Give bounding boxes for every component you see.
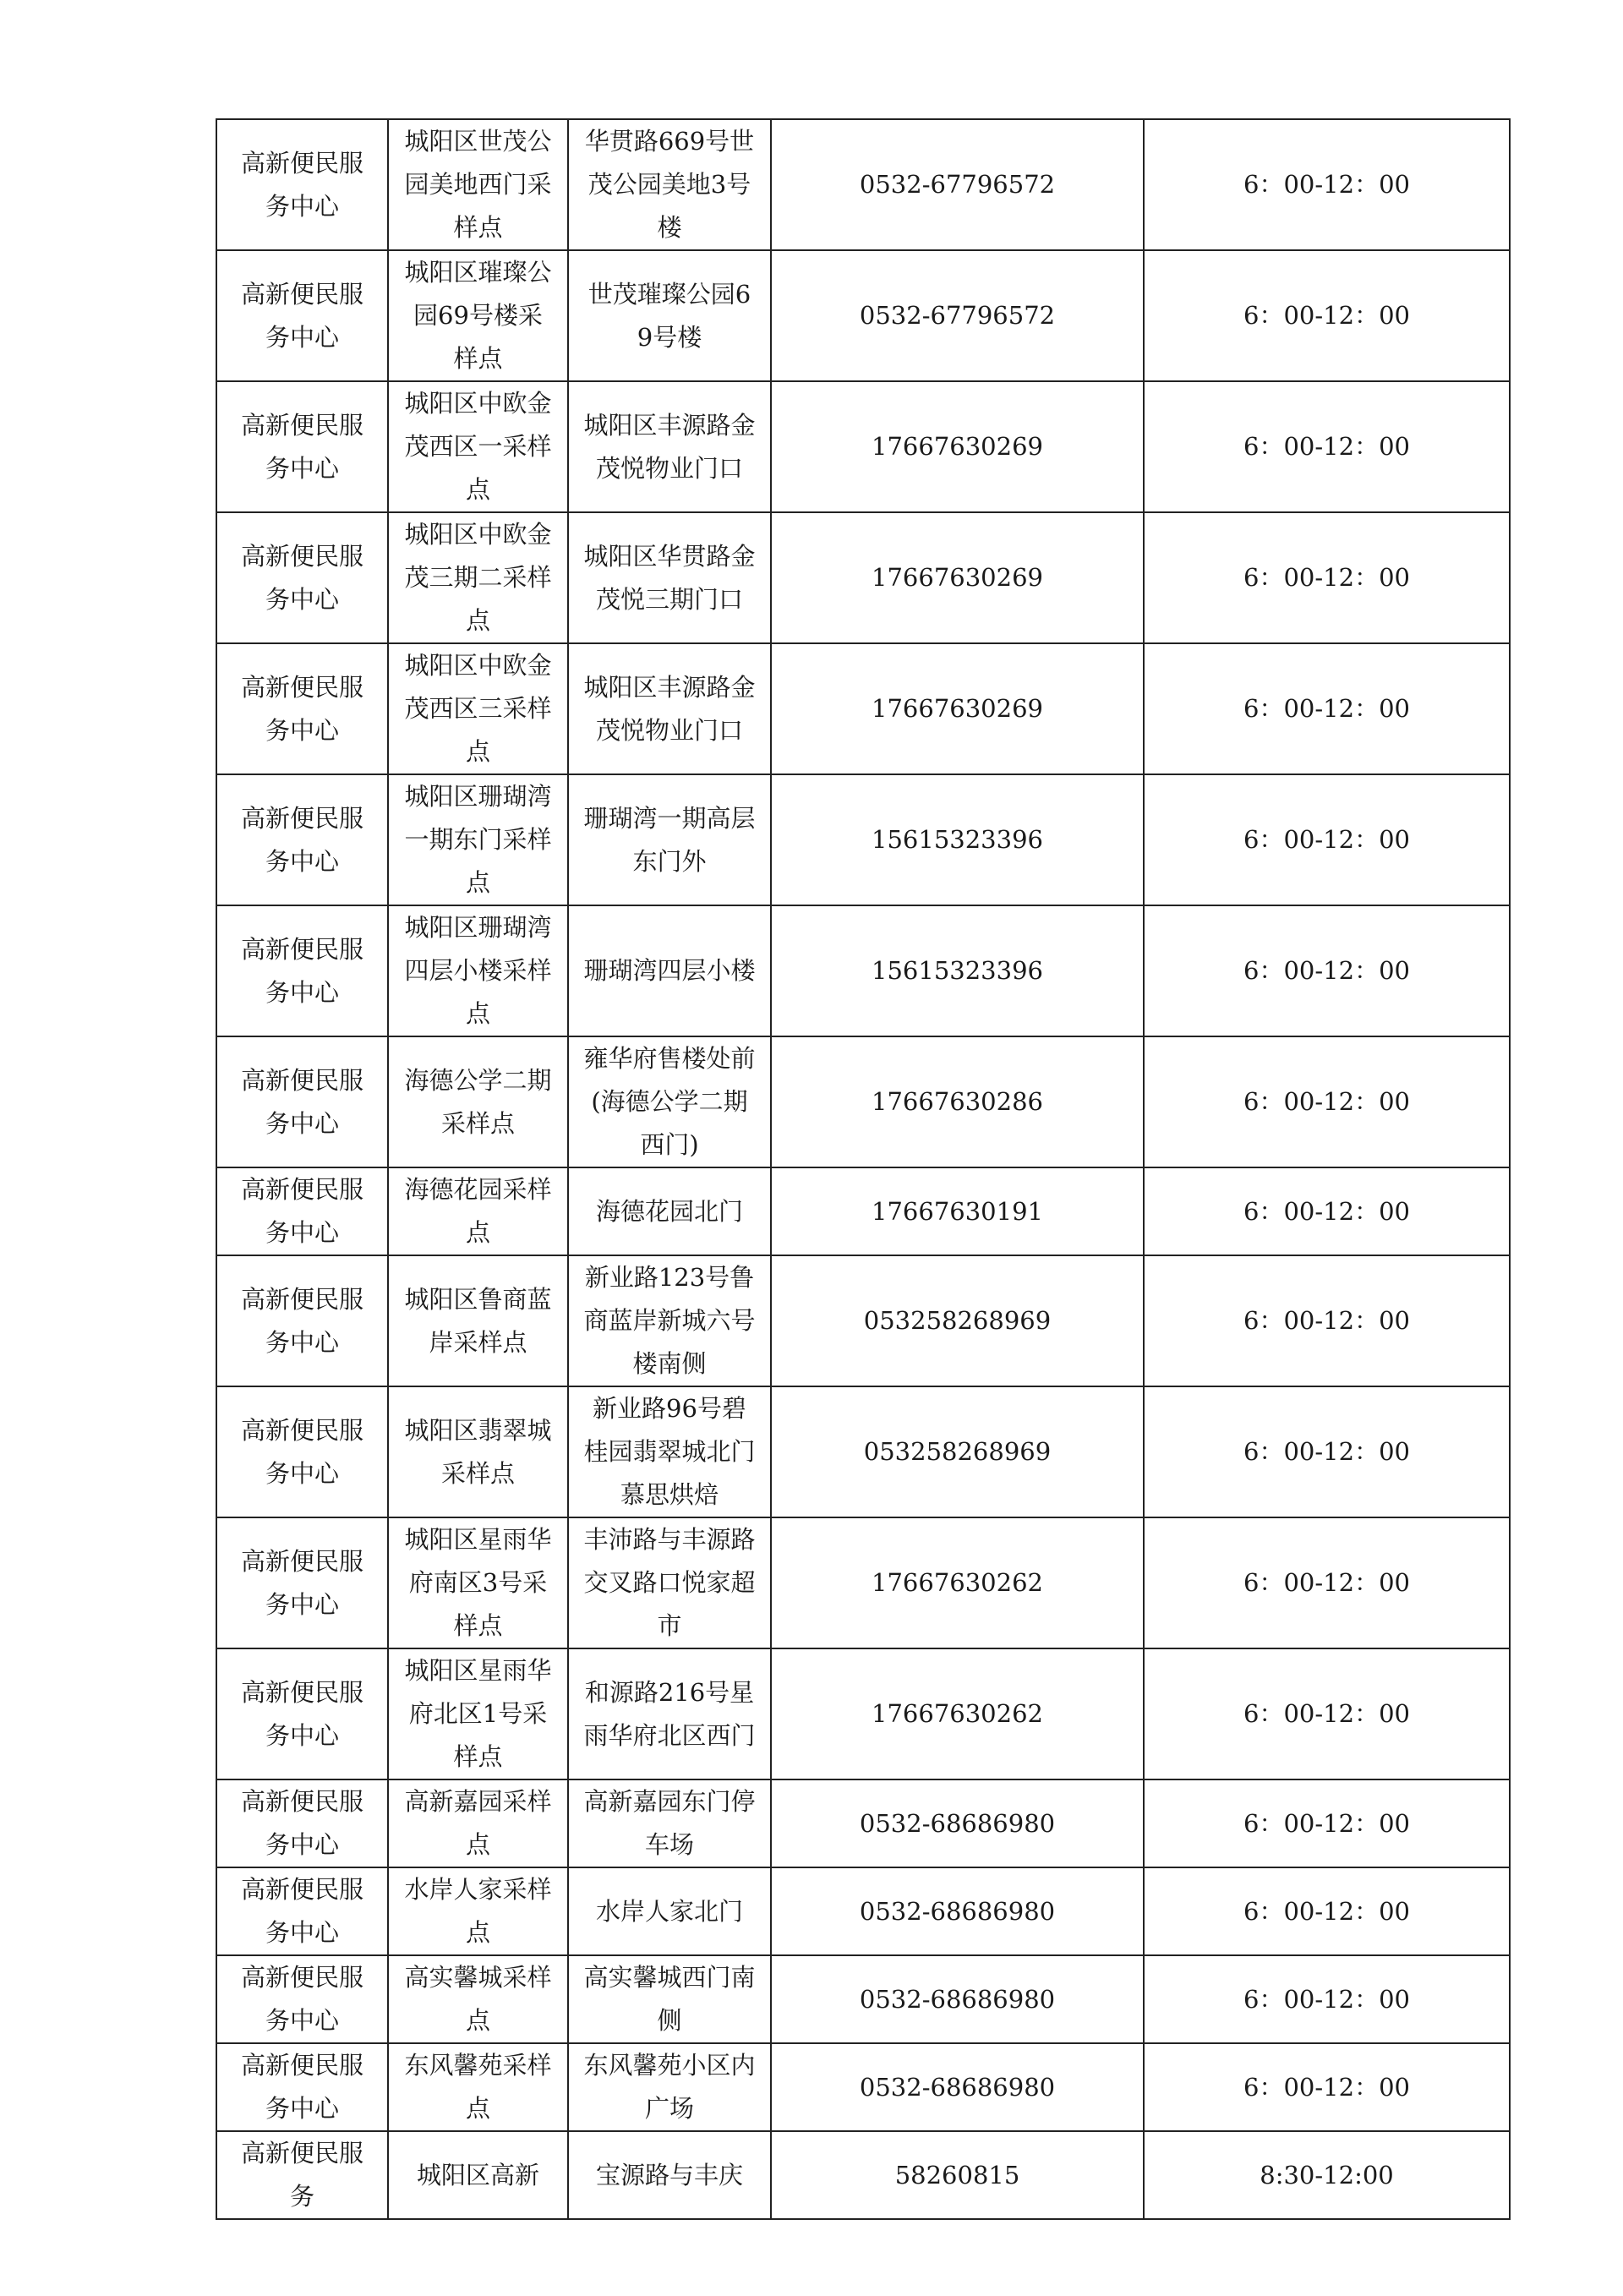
sampling-site-cell: 城阳区世茂公园美地西门采样点 [388, 119, 568, 250]
sampling-site-cell: 海德公学二期采样点 [388, 1036, 568, 1167]
address-cell: 华贯路669号世茂公园美地3号楼 [568, 119, 771, 250]
address-cell: 高新嘉园东门停车场 [568, 1779, 771, 1867]
service-center-cell: 高新便民服务中心 [216, 119, 388, 250]
hours-cell: 6：00-12：00 [1144, 1648, 1510, 1779]
service-center-cell: 高新便民服务中心 [216, 1255, 388, 1386]
table-row [216, 1955, 1510, 2043]
hours-cell: 6：00-12：00 [1144, 381, 1510, 512]
hours-cell: 6：00-12：00 [1144, 512, 1510, 643]
phone-cell: 0532-67796572 [771, 250, 1144, 381]
service-center-cell: 高新便民服务中心 [216, 905, 388, 1036]
table-row [216, 1167, 1510, 1255]
table-row [216, 2043, 1510, 2131]
address-cell: 珊瑚湾四层小楼 [568, 905, 771, 1036]
table-row [216, 1255, 1510, 1386]
hours-cell: 6：00-12：00 [1144, 1167, 1510, 1255]
service-center-cell: 高新便民服务中心 [216, 1648, 388, 1779]
sampling-site-cell: 城阳区珊瑚湾四层小楼采样点 [388, 905, 568, 1036]
phone-cell: 17667630262 [771, 1648, 1144, 1779]
service-center-cell: 高新便民服务中心 [216, 1036, 388, 1167]
phone-cell: 17667630286 [771, 1036, 1144, 1167]
table-row [216, 1386, 1510, 1517]
table-row [216, 250, 1510, 381]
table-row [216, 1867, 1510, 1955]
hours-cell: 6：00-12：00 [1144, 643, 1510, 774]
address-cell: 丰沛路与丰源路交叉路口悦家超市 [568, 1517, 771, 1648]
table-row [216, 905, 1510, 1036]
hours-cell: 8:30-12:00 [1144, 2131, 1510, 2219]
sampling-site-cell: 海德花园采样点 [388, 1167, 568, 1255]
sampling-site-cell: 高新嘉园采样点 [388, 1779, 568, 1867]
address-cell: 城阳区华贯路金茂悦三期门口 [568, 512, 771, 643]
sampling-site-cell: 城阳区中欧金茂西区三采样点 [388, 643, 568, 774]
sampling-site-cell: 城阳区中欧金茂三期二采样点 [388, 512, 568, 643]
hours-cell: 6：00-12：00 [1144, 1036, 1510, 1167]
address-cell: 海德花园北门 [568, 1167, 771, 1255]
hours-cell: 6：00-12：00 [1144, 1867, 1510, 1955]
phone-cell: 17667630191 [771, 1167, 1144, 1255]
sampling-site-cell: 高实馨城采样点 [388, 1955, 568, 2043]
hours-cell: 6：00-12：00 [1144, 1779, 1510, 1867]
hours-cell: 6：00-12：00 [1144, 1386, 1510, 1517]
table-row [216, 1517, 1510, 1648]
hours-cell: 6：00-12：00 [1144, 1955, 1510, 2043]
sampling-site-cell: 东风馨苑采样点 [388, 2043, 568, 2131]
phone-cell: 17667630269 [771, 512, 1144, 643]
address-cell: 东风馨苑小区内广场 [568, 2043, 771, 2131]
service-center-cell: 高新便民服务中心 [216, 250, 388, 381]
table-row [216, 1036, 1510, 1167]
address-cell: 城阳区丰源路金茂悦物业门口 [568, 643, 771, 774]
table-row [216, 512, 1510, 643]
sampling-site-cell: 城阳区珊瑚湾一期东门采样点 [388, 774, 568, 905]
phone-cell: 0532-68686980 [771, 1867, 1144, 1955]
hours-cell: 6：00-12：00 [1144, 250, 1510, 381]
address-cell: 和源路216号星雨华府北区西门 [568, 1648, 771, 1779]
phone-cell: 0532-68686980 [771, 1955, 1144, 2043]
sampling-site-cell: 水岸人家采样点 [388, 1867, 568, 1955]
hours-cell: 6：00-12：00 [1144, 2043, 1510, 2131]
service-center-cell: 高新便民服务中心 [216, 643, 388, 774]
phone-cell: 58260815 [771, 2131, 1144, 2219]
phone-cell: 053258268969 [771, 1255, 1144, 1386]
service-center-cell: 高新便民服务中心 [216, 381, 388, 512]
service-center-cell: 高新便民服务中心 [216, 774, 388, 905]
sampling-site-cell: 城阳区翡翠城采样点 [388, 1386, 568, 1517]
service-center-cell: 高新便民服务中心 [216, 1386, 388, 1517]
address-cell: 城阳区丰源路金茂悦物业门口 [568, 381, 771, 512]
address-cell: 新业路96号碧桂园翡翠城北门慕思烘焙 [568, 1386, 771, 1517]
table-row [216, 381, 1510, 512]
table-row [216, 1779, 1510, 1867]
phone-cell: 15615323396 [771, 905, 1144, 1036]
hours-cell: 6：00-12：00 [1144, 774, 1510, 905]
phone-cell: 0532-68686980 [771, 2043, 1144, 2131]
hours-cell: 6：00-12：00 [1144, 905, 1510, 1036]
sampling-sites-table [216, 118, 1511, 2220]
hours-cell: 6：00-12：00 [1144, 1255, 1510, 1386]
phone-cell: 0532-68686980 [771, 1779, 1144, 1867]
service-center-cell: 高新便民服务 [216, 2131, 388, 2219]
table-row [216, 119, 1510, 250]
phone-cell: 17667630269 [771, 643, 1144, 774]
hours-cell: 6：00-12：00 [1144, 1517, 1510, 1648]
address-cell: 雍华府售楼处前(海德公学二期西门) [568, 1036, 771, 1167]
table-row [216, 774, 1510, 905]
phone-cell: 17667630269 [771, 381, 1144, 512]
sampling-site-cell: 城阳区中欧金茂西区一采样点 [388, 381, 568, 512]
sampling-site-cell: 城阳区高新 [388, 2131, 568, 2219]
table-row [216, 643, 1510, 774]
table-row [216, 1648, 1510, 1779]
service-center-cell: 高新便民服务中心 [216, 1955, 388, 2043]
phone-cell: 053258268969 [771, 1386, 1144, 1517]
sampling-site-cell: 城阳区鲁商蓝岸采样点 [388, 1255, 568, 1386]
address-cell: 宝源路与丰庆 [568, 2131, 771, 2219]
phone-cell: 0532-67796572 [771, 119, 1144, 250]
phone-cell: 15615323396 [771, 774, 1144, 905]
service-center-cell: 高新便民服务中心 [216, 2043, 388, 2131]
sampling-site-cell: 城阳区璀璨公园69号楼采样点 [388, 250, 568, 381]
address-cell: 水岸人家北门 [568, 1867, 771, 1955]
address-cell: 珊瑚湾一期高层东门外 [568, 774, 771, 905]
sampling-site-cell: 城阳区星雨华府北区1号采样点 [388, 1648, 568, 1779]
service-center-cell: 高新便民服务中心 [216, 1867, 388, 1955]
service-center-cell: 高新便民服务中心 [216, 1167, 388, 1255]
sampling-site-cell: 城阳区星雨华府南区3号采样点 [388, 1517, 568, 1648]
address-cell: 新业路123号鲁商蓝岸新城六号楼南侧 [568, 1255, 771, 1386]
service-center-cell: 高新便民服务中心 [216, 512, 388, 643]
table-row [216, 2131, 1510, 2219]
service-center-cell: 高新便民服务中心 [216, 1779, 388, 1867]
phone-cell: 17667630262 [771, 1517, 1144, 1648]
address-cell: 世茂璀璨公园69号楼 [568, 250, 771, 381]
service-center-cell: 高新便民服务中心 [216, 1517, 388, 1648]
hours-cell: 6：00-12：00 [1144, 119, 1510, 250]
address-cell: 高实馨城西门南侧 [568, 1955, 771, 2043]
